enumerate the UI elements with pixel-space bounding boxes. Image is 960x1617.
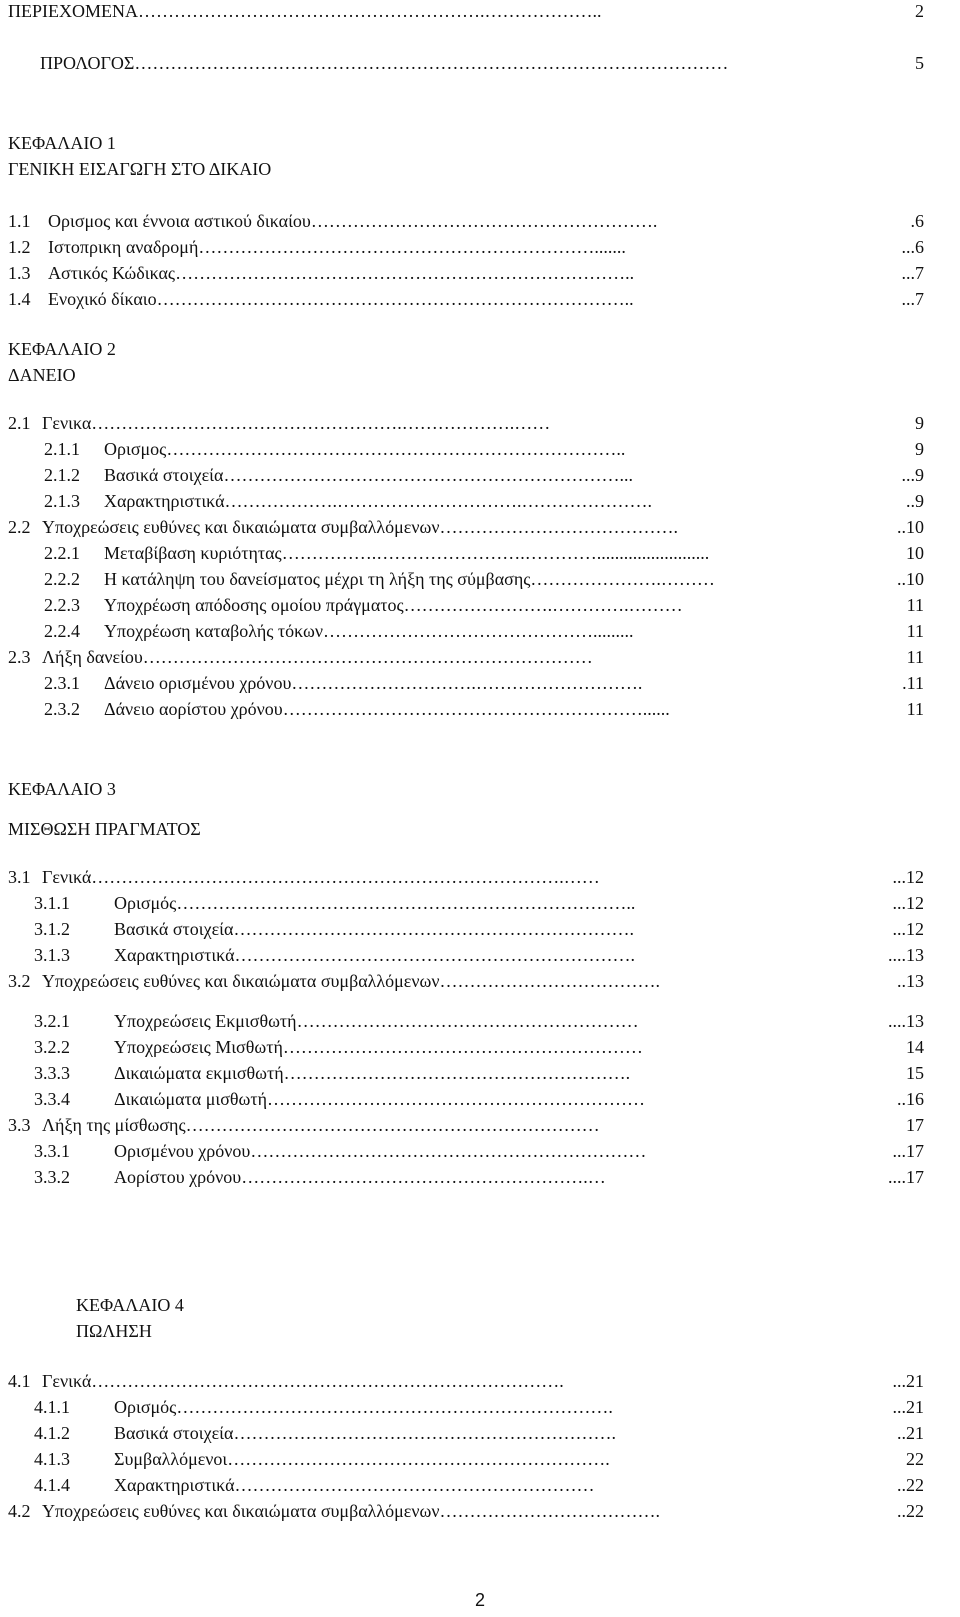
toc-leader: …………………………………………….……………….……: [91, 413, 551, 433]
toc-leader: ……………………………….: [439, 1501, 660, 1521]
toc-leader: …………………………………………………………………..: [175, 263, 635, 283]
chapter-label: ΚΕΦΑΛΑΙΟ 4: [76, 1295, 184, 1315]
toc-entry: [34, 1088, 924, 1110]
toc-title: Ορισμος: [104, 439, 167, 459]
toc-leader: ……………………………………………………….: [233, 1423, 616, 1443]
toc-number: 3.3.4: [34, 1089, 70, 1109]
toc-leader: ………………………………….: [439, 517, 678, 537]
toc-title: Ορισμος και έννοια αστικού δικαίου: [48, 211, 311, 231]
toc-leader: ………………………………………………………….......: [198, 237, 626, 257]
toc-leader: ………………………………………………………….: [234, 945, 636, 965]
toc-page: ...17: [892, 1141, 924, 1161]
toc-title: Ορισμός: [114, 893, 177, 913]
toc-title: Αστικός Κώδικας: [48, 263, 176, 283]
toc-entry: [8, 236, 924, 258]
toc-title: Ενοχικό δίκαιο: [48, 289, 157, 309]
toc-number: 3.2.2: [34, 1037, 70, 1057]
toc-page: ..21: [897, 1423, 924, 1443]
toc-entry: [8, 210, 924, 232]
toc-number: 3.2: [8, 971, 31, 991]
toc-number: 3.1.2: [34, 919, 70, 939]
chapter-label: ΚΕΦΑΛΑΙΟ 1: [8, 133, 116, 153]
toc-number: 3.1: [8, 867, 31, 887]
toc-page: ..9: [906, 491, 924, 511]
toc-entry: [34, 1474, 924, 1496]
toc-title: ΠΕΡΙΕΧΟΜΕΝΑ: [8, 1, 138, 21]
toc-page: ...21: [892, 1371, 924, 1391]
chapter-label: ΚΕΦΑΛΑΙΟ 2: [8, 339, 116, 359]
toc-number: 4.2: [8, 1501, 31, 1521]
toc-number: 3.3.1: [34, 1141, 70, 1161]
toc-title: Δάνειο ορισμένου χρόνου: [104, 673, 292, 693]
toc-entry: [34, 1036, 924, 1058]
toc-leader: ………………………………………………….: [310, 211, 658, 231]
toc-page: 11: [906, 595, 924, 615]
toc-leader: ………………………………………………………………………………………: [134, 53, 729, 73]
toc-entry: [44, 464, 924, 486]
toc-number: 2.1.1: [44, 439, 80, 459]
toc-title: Αορίστου χρόνου: [114, 1167, 242, 1187]
toc-entry: [34, 918, 924, 940]
toc-title: Μεταβίβαση κυριότητας: [104, 543, 282, 563]
toc-leader: ……………………………………………………: [282, 1037, 643, 1057]
toc-entry: [44, 568, 924, 590]
toc-entry: [34, 1010, 924, 1032]
toc-leader: ……………………………………………………………: [185, 1115, 600, 1135]
toc-leader: ………………………………………………………: [267, 1089, 646, 1109]
toc-leader: ………………….………: [530, 569, 715, 589]
toc-entry: [34, 1448, 924, 1470]
toc-number: 3.1.1: [34, 893, 70, 913]
toc-leader: ……………….………………………….………………….: [224, 491, 653, 511]
toc-title: Δικαιώματα μισθωτή: [114, 1089, 268, 1109]
toc-entry: [8, 1114, 924, 1136]
toc-leader: ………………………………………………….………………..: [138, 1, 602, 21]
chapter-title: ΔΑΝΕΙΟ: [8, 365, 76, 385]
toc-title: Υποχρέωση καταβολής τόκων: [104, 621, 323, 641]
toc-page: ...12: [892, 893, 924, 913]
toc-title: Υποχρεώσεις Μισθωτή: [114, 1037, 283, 1057]
toc-leader: …………………….………….………: [403, 595, 683, 615]
toc-number: 2.3.2: [44, 699, 80, 719]
toc-page: ..22: [897, 1501, 924, 1521]
toc-page: 2: [915, 1, 924, 21]
toc-page: 11: [906, 699, 924, 719]
toc-number: 3.3: [8, 1115, 31, 1135]
toc-leader: …………………………………………………………………..: [176, 893, 636, 913]
toc-number: 1.1: [8, 211, 31, 231]
toc-title: Βασικά στοιχεία: [104, 465, 224, 485]
toc-title: Ορισμός: [114, 1397, 177, 1417]
toc-page: ...9: [901, 465, 924, 485]
toc-page: ...7: [901, 289, 924, 309]
toc-page: ....17: [888, 1167, 924, 1187]
toc-entry: [34, 1140, 924, 1162]
toc-title: Υποχρεώσεις Εκμισθωτή: [114, 1011, 297, 1031]
toc-leader: ……………………………………………………….: [227, 1449, 610, 1469]
toc-entry-contents: [8, 0, 924, 22]
toc-entry: [8, 262, 924, 284]
toc-page: ...7: [901, 263, 924, 283]
toc-number: 2.2.3: [44, 595, 80, 615]
toc-page: 22: [906, 1449, 924, 1469]
toc-number: 2.3: [8, 647, 31, 667]
toc-page: ..10: [897, 517, 924, 537]
toc-entry: [44, 672, 924, 694]
toc-entry: [34, 944, 924, 966]
toc-page: ...21: [892, 1397, 924, 1417]
toc-number: 2.2.1: [44, 543, 80, 563]
toc-page: ..13: [897, 971, 924, 991]
toc-page: ...12: [892, 919, 924, 939]
toc-leader: …………………………………………………………: [250, 1141, 647, 1161]
toc-page: 9: [915, 439, 924, 459]
toc-leader: ……………………………………….........: [323, 621, 634, 641]
toc-page: ....13: [888, 1011, 924, 1031]
toc-leader: ……………………………………………………......: [282, 699, 670, 719]
toc-page: 10: [906, 543, 924, 563]
toc-entry: [8, 866, 924, 888]
toc-leader: …………………………………………………………………….……: [91, 867, 600, 887]
toc-number: 3.3.2: [34, 1167, 70, 1187]
toc-leader: …………….…………………….………….........................: [281, 543, 710, 563]
toc-entry: [44, 698, 924, 720]
toc-entry: [8, 288, 924, 310]
toc-title: Η κατάληψη του δανείσματος μέχρι τη λήξη της σύμβασης: [104, 569, 531, 589]
toc-leader: …………………………………………………………………..: [166, 439, 626, 459]
toc-title: Υποχρεώσεις ευθύνες και δικαιώματα συμβαλλόμενων: [42, 971, 440, 991]
toc-page: ..16: [897, 1089, 924, 1109]
toc-leader: ………………………………………………………….: [233, 919, 634, 939]
toc-title: Λήξη της μίσθωσης: [42, 1115, 186, 1135]
toc-number: 1.3: [8, 263, 31, 283]
toc-entry-preface: [40, 52, 924, 74]
toc-number: 2.2.4: [44, 621, 80, 641]
toc-title: ΠΡΟΛΟΓΟΣ: [40, 53, 135, 73]
toc-page: .6: [910, 211, 924, 231]
toc-title: Χαρακτηριστικά: [114, 945, 235, 965]
toc-entry: [8, 516, 924, 538]
toc-entry: [8, 646, 924, 668]
chapter-title: ΜΙΣΘΩΣΗ ΠΡΑΓΜΑΤΟΣ: [8, 819, 201, 839]
toc-entry: [34, 1396, 924, 1418]
toc-number: 3.3.3: [34, 1063, 70, 1083]
toc-number: 2.2: [8, 517, 31, 537]
toc-leader: …………………………………………………………………….: [91, 1371, 564, 1391]
toc-entry: [44, 490, 924, 512]
toc-number: 4.1.2: [34, 1423, 70, 1443]
toc-leader: …………………………………………………: [296, 1011, 639, 1031]
toc-number: 3.2.1: [34, 1011, 70, 1031]
toc-leader: ………………………….……………………….: [291, 673, 643, 693]
chapter-label: ΚΕΦΑΛΑΙΟ 3: [8, 779, 116, 799]
toc-entry: [44, 438, 924, 460]
toc-page: 11: [906, 621, 924, 641]
toc-entry: [8, 970, 924, 992]
toc-entry: [8, 1370, 924, 1392]
toc-title: Υποχρέωση απόδοσης ομοίου πράγματος: [104, 595, 404, 615]
toc-entry: [8, 412, 924, 434]
toc-page: 9: [915, 413, 924, 433]
toc-number: 1.4: [8, 289, 31, 309]
toc-page: ..22: [897, 1475, 924, 1495]
toc-entry: [44, 594, 924, 616]
toc-title: Γενικά: [42, 867, 92, 887]
toc-leader: ……………………………….: [439, 971, 660, 991]
toc-number: 4.1.4: [34, 1475, 70, 1495]
toc-entry: [8, 1500, 924, 1522]
toc-title: Γενικά: [42, 1371, 92, 1391]
toc-number: 4.1.3: [34, 1449, 70, 1469]
toc-page: 11: [906, 647, 924, 667]
chapter-title: ΠΩΛΗΣΗ: [76, 1321, 152, 1341]
toc-title: Δάνειο αορίστου χρόνου: [104, 699, 283, 719]
toc-leader: ………………………………………………….…: [241, 1167, 606, 1187]
toc-entry: [44, 620, 924, 642]
toc-entry: [34, 1166, 924, 1188]
toc-leader: ……………………………………………………………….: [176, 1397, 613, 1417]
toc-number: 2.1: [8, 413, 31, 433]
toc-title: Ιστοπρικη αναδρομή: [48, 237, 199, 257]
toc-number: 2.3.1: [44, 673, 80, 693]
toc-title: Γενικα: [42, 413, 92, 433]
toc-leader: ……………………………………………………………………..: [156, 289, 634, 309]
toc-leader: ……………………………………………………: [234, 1475, 595, 1495]
toc-title: Χαρακτηριστικά: [114, 1475, 235, 1495]
toc-leader: …………………………………………………………………: [142, 647, 593, 667]
toc-page: ...6: [901, 237, 924, 257]
toc-page: ....13: [888, 945, 924, 965]
toc-number: 3.1.3: [34, 945, 70, 965]
toc-number: 1.2: [8, 237, 31, 257]
toc-entry: [34, 892, 924, 914]
page-number: 2: [474, 1590, 485, 1610]
toc-number: 2.2.2: [44, 569, 80, 589]
toc-page: .11: [902, 673, 924, 693]
toc-number: 2.1.2: [44, 465, 80, 485]
toc-title: Ορισμένου χρόνου: [114, 1141, 251, 1161]
toc-number: 4.1: [8, 1371, 31, 1391]
toc-entry: [34, 1062, 924, 1084]
toc-title: Υποχρεώσεις ευθύνες και δικαιώματα συμβαλλόμενων: [42, 1501, 440, 1521]
toc-page: ...12: [892, 867, 924, 887]
toc-page: 14: [906, 1037, 924, 1057]
toc-entry: [34, 1422, 924, 1444]
toc-page: ..10: [897, 569, 924, 589]
toc-leader: ………………………………………………….: [283, 1063, 631, 1083]
toc-title: Συμβαλλόμενοι: [114, 1449, 228, 1469]
toc-title: Χαρακτηριστικά: [104, 491, 225, 511]
toc-entry: [44, 542, 924, 564]
toc-title: Υποχρεώσεις ευθύνες και δικαιώματα συμβαλλόμενων: [42, 517, 440, 537]
toc-title: Δικαιώματα εκμισθωτή: [114, 1063, 284, 1083]
toc-title: Βασικά στοιχεία: [114, 1423, 234, 1443]
chapter-title: ΓΕΝΙΚΗ ΕΙΣΑΓΩΓΗ ΣΤΟ ΔΙΚΑΙΟ: [8, 159, 272, 179]
toc-title: Λήξη δανείου: [42, 647, 143, 667]
toc-page: 17: [906, 1115, 924, 1135]
toc-page: 15: [906, 1063, 924, 1083]
toc-leader: …………………………………………………………...: [223, 465, 633, 485]
toc-page: 5: [915, 53, 924, 73]
toc-number: 4.1.1: [34, 1397, 70, 1417]
toc-number: 2.1.3: [44, 491, 80, 511]
toc-title: Βασικά στοιχεία: [114, 919, 234, 939]
